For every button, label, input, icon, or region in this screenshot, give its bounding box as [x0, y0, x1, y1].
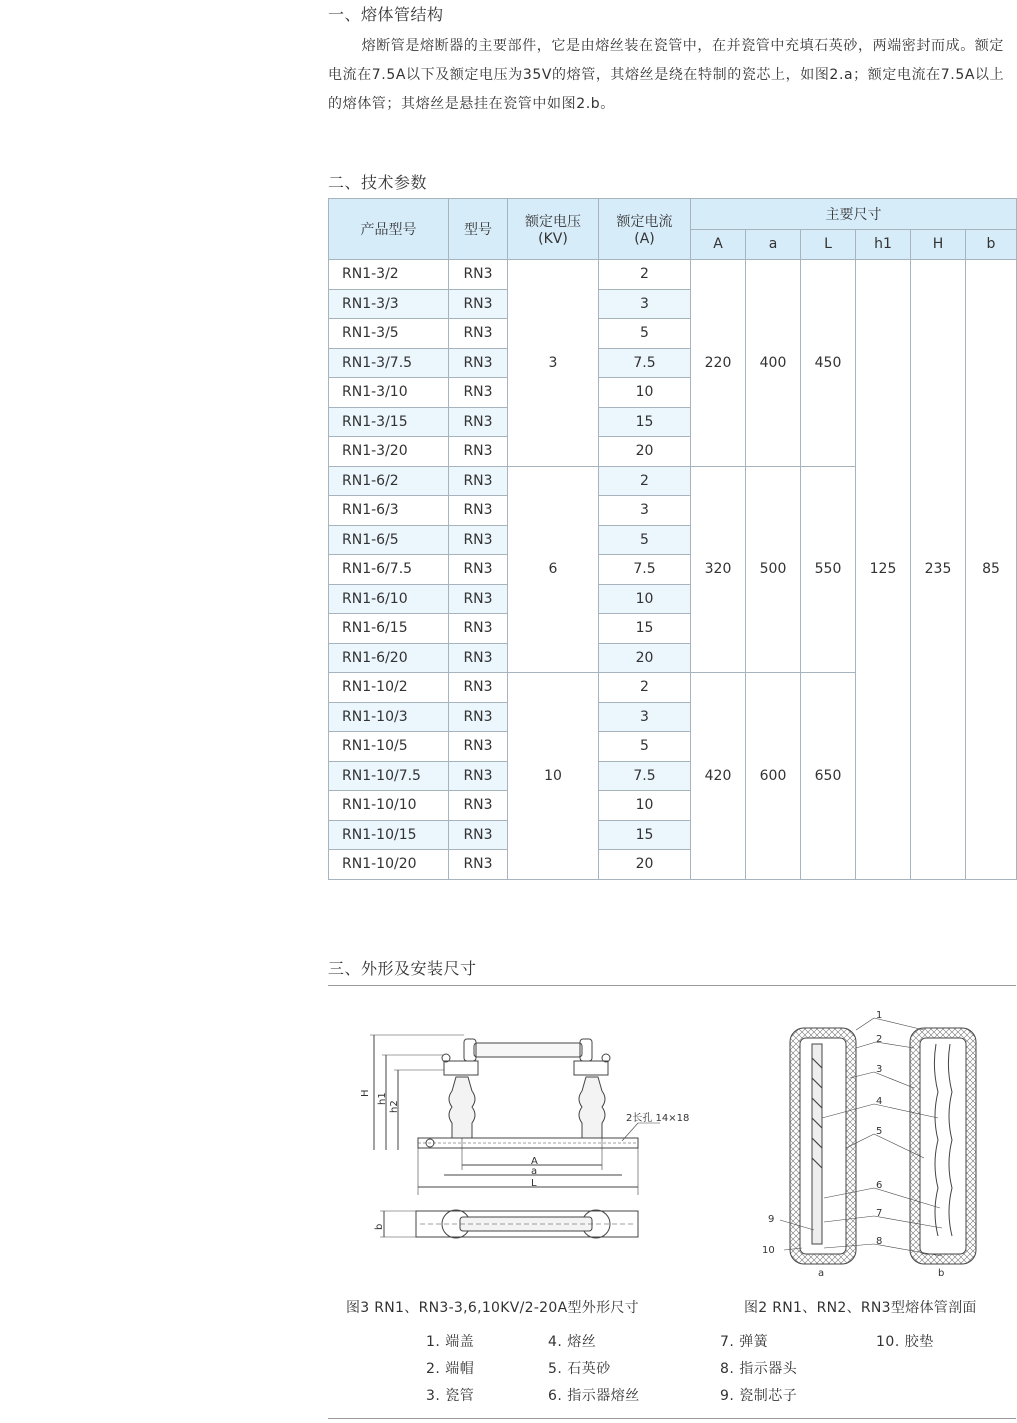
cell-model: RN1-10/20 — [329, 850, 449, 880]
cell-current: 2 — [599, 673, 691, 703]
cell-type: RN3 — [449, 584, 508, 614]
cell-current: 3 — [599, 702, 691, 732]
cell-model: RN1-3/3 — [329, 289, 449, 319]
header-dim-A: A — [691, 229, 746, 260]
cell-dim-L: 450 — [801, 260, 856, 467]
fig3-insulator-left — [449, 1077, 475, 1138]
cell-current: 2 — [599, 466, 691, 496]
cell-type: RN3 — [449, 555, 508, 585]
cell-model: RN1-6/20 — [329, 643, 449, 673]
cell-dim-L: 550 — [801, 466, 856, 673]
fig2-caption: 图2 RN1、RN2、RN3型熔体管剖面 — [744, 1300, 977, 1316]
cell-current: 10 — [599, 791, 691, 821]
fig2-sublabel-a: a — [818, 1268, 825, 1279]
legend-item: 4. 熔丝 — [548, 1334, 597, 1350]
cell-type: RN3 — [449, 437, 508, 467]
fig3-insulator-right — [579, 1077, 605, 1138]
cell-dim-a: 600 — [746, 673, 801, 880]
fig2-callout-8: 8 — [876, 1236, 883, 1247]
cell-type: RN3 — [449, 850, 508, 880]
cell-dim-A: 420 — [691, 673, 746, 880]
header-model: 产品型号 — [329, 199, 449, 260]
header-dims: 主要尺寸 — [691, 199, 1017, 230]
legend-item: 9. 瓷制芯子 — [720, 1388, 798, 1404]
cell-model: RN1-6/15 — [329, 614, 449, 644]
header-voltage-line2: (KV) — [538, 231, 568, 247]
fig2-callout-10: 10 — [762, 1245, 775, 1256]
cell-model: RN1-6/2 — [329, 466, 449, 496]
cell-model: RN1-3/15 — [329, 407, 449, 437]
cell-type: RN3 — [449, 761, 508, 791]
fig3-clamp-right — [574, 1061, 608, 1075]
header-dim-L: L — [801, 229, 856, 260]
fig3-label-a: a — [531, 1166, 538, 1177]
fig3-label-b: b — [374, 1223, 385, 1230]
fig3-caption: 图3 RN1、RN3-3,6,10KV/2-20A型外形尺寸 — [346, 1300, 639, 1316]
section3-divider — [328, 985, 1016, 986]
cell-type: RN3 — [449, 260, 508, 290]
cell-current: 3 — [599, 289, 691, 319]
cell-current: 15 — [599, 407, 691, 437]
cell-type: RN3 — [449, 673, 508, 703]
fig2-callout-3: 3 — [876, 1064, 883, 1075]
fig3-label-h1: h1 — [377, 1092, 388, 1105]
cell-model: RN1-10/3 — [329, 702, 449, 732]
section2-title: 二、技术参数 — [328, 173, 428, 192]
fig3-clamp-left — [444, 1061, 478, 1075]
header-type: 型号 — [449, 199, 508, 260]
section3-title: 三、外形及安装尺寸 — [328, 959, 477, 978]
cell-current: 20 — [599, 643, 691, 673]
legend-item: 1. 端盖 — [426, 1334, 475, 1350]
cell-type: RN3 — [449, 732, 508, 762]
cell-model: RN1-6/10 — [329, 584, 449, 614]
cell-current: 10 — [599, 584, 691, 614]
cell-current: 5 — [599, 319, 691, 349]
fig2-callout-6: 6 — [876, 1180, 883, 1191]
legend-item: 2. 端帽 — [426, 1361, 475, 1377]
header-current — [599, 199, 691, 260]
cell-current: 15 — [599, 820, 691, 850]
legend-item: 10. 胶垫 — [876, 1334, 934, 1350]
cell-type: RN3 — [449, 466, 508, 496]
fig2-callout-7: 7 — [876, 1208, 883, 1219]
cell-type: RN3 — [449, 378, 508, 408]
cell-model: RN1-6/5 — [329, 525, 449, 555]
header-dim-h1: h1 — [856, 229, 911, 260]
header-dim-H: H — [911, 229, 966, 260]
cell-model: RN1-10/5 — [329, 732, 449, 762]
cell-type: RN3 — [449, 791, 508, 821]
cell-voltage: 10 — [508, 673, 599, 880]
fig3-fuse-tube — [474, 1043, 582, 1057]
cell-type: RN3 — [449, 289, 508, 319]
cell-current: 20 — [599, 437, 691, 467]
fig3-label-slot: 2长孔 14×18 — [626, 1113, 690, 1124]
fig2-callout-4: 4 — [876, 1096, 883, 1107]
header-dim-a: a — [746, 229, 801, 260]
cell-model: RN1-3/20 — [329, 437, 449, 467]
cell-dim-A: 320 — [691, 466, 746, 673]
cell-voltage: 6 — [508, 466, 599, 673]
fig3-label-h2: h2 — [389, 1100, 400, 1113]
cell-dim-b: 85 — [966, 260, 1017, 880]
fig3-label-H: H — [360, 1089, 371, 1097]
spec-table — [328, 198, 1017, 880]
cell-current: 10 — [599, 378, 691, 408]
cell-model: RN1-3/10 — [329, 378, 449, 408]
cell-voltage: 3 — [508, 260, 599, 467]
cell-model: RN1-3/5 — [329, 319, 449, 349]
header-dim-b: b — [966, 229, 1017, 260]
cell-type: RN3 — [449, 614, 508, 644]
cell-model: RN1-10/15 — [329, 820, 449, 850]
fig2-sublabel-b: b — [938, 1268, 945, 1279]
cell-current: 15 — [599, 614, 691, 644]
legend-item: 5. 石英砂 — [548, 1361, 611, 1377]
cell-current: 3 — [599, 496, 691, 526]
header-voltage — [508, 199, 599, 260]
fig2-callout-5: 5 — [876, 1126, 883, 1137]
cell-model: RN1-10/7.5 — [329, 761, 449, 791]
cell-current: 5 — [599, 732, 691, 762]
bottom-divider — [328, 1418, 1016, 1419]
section1-paragraph: 熔断管是熔断器的主要部件，它是由熔丝装在瓷管中，在并瓷管中充填石英砂，两端密封而成。额定电流在7.5A以下及额定电压为35V的熔管，其熔丝是绕在特制的瓷芯上，如图2.a；额定电流在7.5A以上的熔体管；其熔丝是悬挂在瓷管中如图2.b。 — [328, 38, 1005, 112]
cell-dim-a: 500 — [746, 466, 801, 673]
fig3-label-A: A — [531, 1156, 538, 1167]
cell-type: RN3 — [449, 525, 508, 555]
legend-item: 7. 弹簧 — [720, 1334, 769, 1350]
cell-current: 7.5 — [599, 761, 691, 791]
cell-dim-A: 220 — [691, 260, 746, 467]
cell-current: 2 — [599, 260, 691, 290]
fig2-callout-2: 2 — [876, 1034, 883, 1045]
cell-model: RN1-3/7.5 — [329, 348, 449, 378]
fig3-drawing — [360, 1025, 690, 1260]
cell-model: RN1-10/10 — [329, 791, 449, 821]
cell-model: RN1-3/2 — [329, 260, 449, 290]
cell-type: RN3 — [449, 820, 508, 850]
cell-type: RN3 — [449, 319, 508, 349]
section1-title: 一、熔体管结构 — [328, 5, 444, 24]
cell-current: 7.5 — [599, 555, 691, 585]
cell-type: RN3 — [449, 496, 508, 526]
cell-current: 20 — [599, 850, 691, 880]
fig2-callout-9: 9 — [768, 1214, 775, 1225]
legend-item: 3. 瓷管 — [426, 1388, 475, 1404]
cell-dim-h1: 125 — [856, 260, 911, 880]
cell-current: 5 — [599, 525, 691, 555]
cell-type: RN3 — [449, 643, 508, 673]
fig3-label-L: L — [531, 1178, 537, 1189]
cell-current: 7.5 — [599, 348, 691, 378]
fig2-drawing — [760, 1008, 1010, 1280]
table-row — [329, 260, 1017, 290]
legend-item: 6. 指示器熔丝 — [548, 1388, 640, 1404]
header-current-line2: (A) — [634, 231, 655, 247]
legend-item: 8. 指示器头 — [720, 1361, 798, 1377]
fig2-callout-1: 1 — [876, 1010, 883, 1021]
cell-dim-H: 235 — [911, 260, 966, 880]
cell-dim-a: 400 — [746, 260, 801, 467]
cell-model: RN1-10/2 — [329, 673, 449, 703]
cell-type: RN3 — [449, 348, 508, 378]
cell-dim-L: 650 — [801, 673, 856, 880]
cell-model: RN1-6/7.5 — [329, 555, 449, 585]
header-voltage-line1: 额定电压 — [525, 214, 581, 230]
cell-type: RN3 — [449, 407, 508, 437]
cell-model: RN1-6/3 — [329, 496, 449, 526]
header-current-line1: 额定电流 — [616, 214, 673, 230]
cell-type: RN3 — [449, 702, 508, 732]
